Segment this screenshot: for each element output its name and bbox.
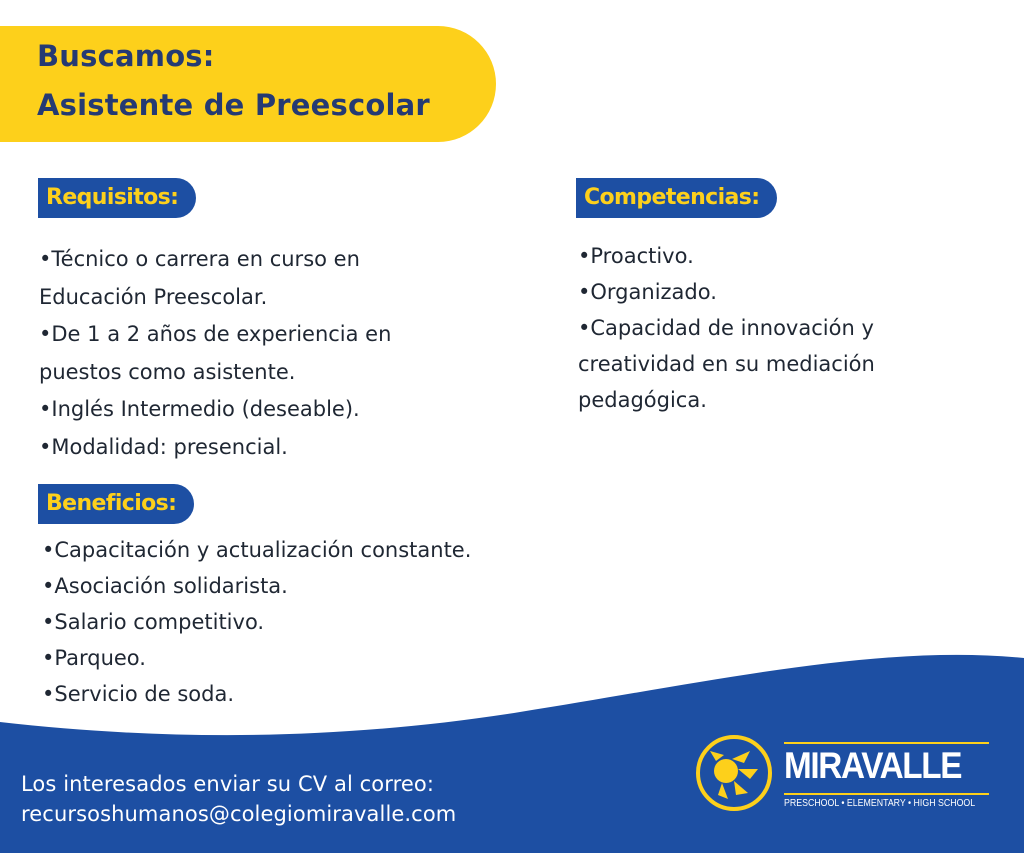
list-item: Educación Preescolar. (39, 284, 268, 309)
list-item: •De 1 a 2 años de experiencia en (39, 322, 392, 346)
list-item: creatividad en su mediación (578, 352, 875, 376)
brand-name: MIRAVALLE (784, 745, 962, 786)
list-item: •Inglés Intermedio (deseable). (39, 397, 360, 421)
list-item: •Capacitación y actualización constante. (42, 538, 472, 562)
contact-instruction: Los interesados enviar su CV al correo: (21, 772, 435, 796)
list-item: puestos como asistente. (39, 359, 296, 384)
list-item: •Asociación solidarista. (42, 574, 288, 598)
list-item: •Capacidad de innovación y (578, 316, 874, 340)
list-item: •Servicio de soda. (42, 682, 235, 706)
contact-email[interactable]: recursoshumanos@colegiomiravalle.com (21, 802, 457, 826)
list-item: •Técnico o carrera en curso en (39, 247, 360, 271)
list-item: •Proactivo. (578, 244, 694, 268)
brand-tagline: PRESCHOOL • ELEMENTARY • HIGH SCHOOL (784, 798, 976, 809)
list-item: •Salario competitivo. (42, 610, 265, 634)
list-item: •Organizado. (578, 280, 717, 304)
competencias-label: Competencias: (576, 178, 777, 218)
miravalle-logo-icon (694, 733, 774, 813)
title-line-1: Buscamos: (37, 39, 215, 73)
beneficios-label: Beneficios: (38, 484, 194, 524)
logo-bottom-rule (784, 793, 989, 795)
list-item: •Parqueo. (42, 646, 146, 670)
list-item: pedagógica. (578, 388, 707, 412)
requisitos-label: Requisitos: (38, 178, 196, 218)
logo-top-rule (784, 742, 989, 744)
page-title: Asistente de Preescolar (37, 88, 430, 122)
list-item: •Modalidad: presencial. (39, 434, 288, 459)
